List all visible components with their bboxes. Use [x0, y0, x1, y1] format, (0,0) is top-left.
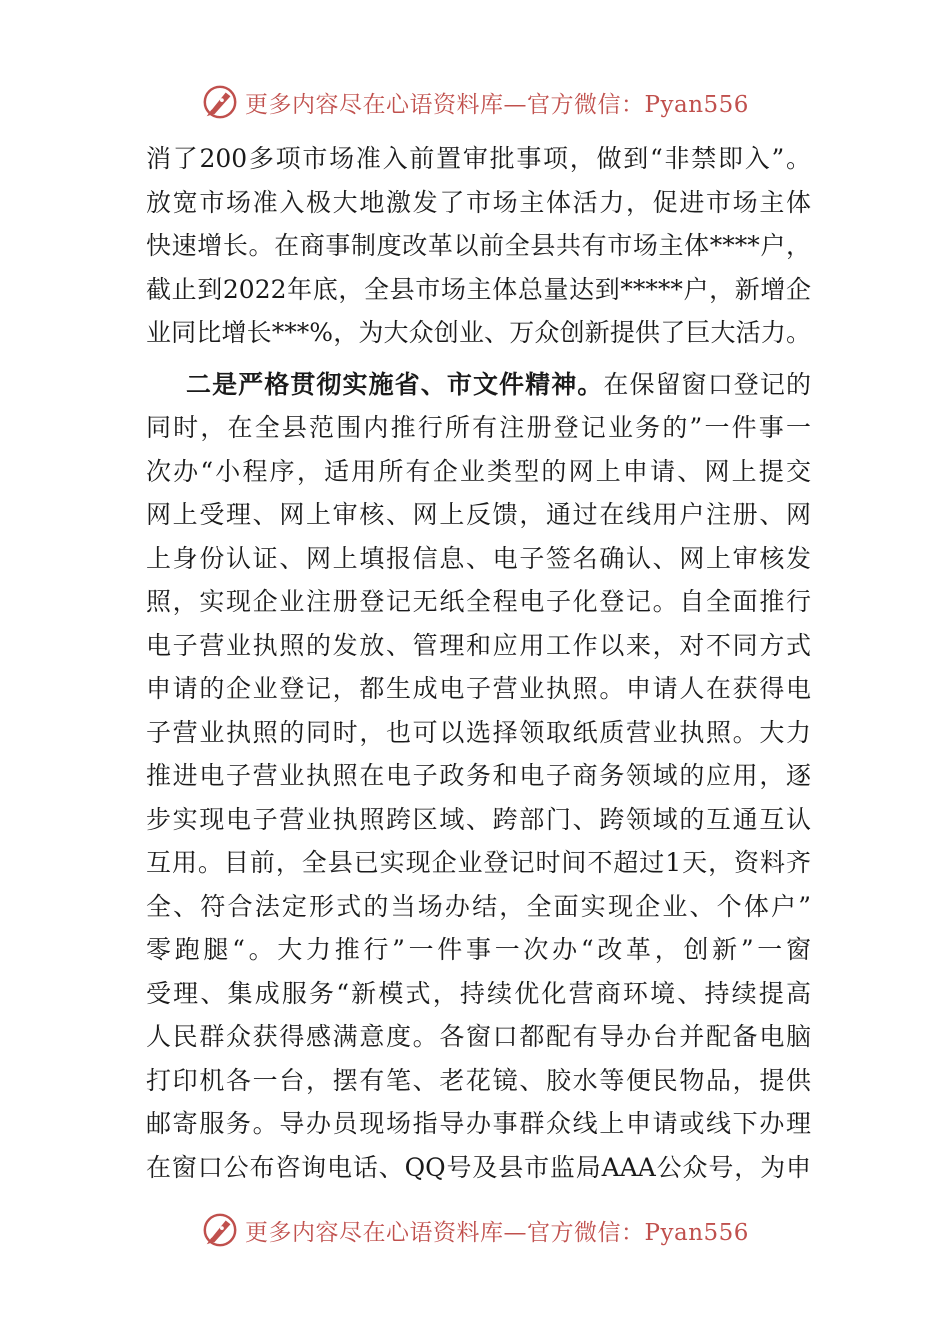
text-line: 在窗口公布咨询电话、QQ号及县市监局AAA公众号，为申 — [146, 1152, 811, 1182]
paragraph-heading: 二是严格贯彻实施省、市文件精神。 — [186, 369, 604, 399]
text-line: 人民群众获得感满意度。各窗口都配有导办台并配备电脑 — [146, 1022, 811, 1051]
text-segment: 在保留窗口登记的 — [603, 369, 811, 399]
text-line: 全、符合法定形式的当场办结，全面实现企业、个体户” — [146, 891, 811, 921]
document-body — [146, 137, 811, 1189]
text-line: 业同比增长***%，为大众创业、万众创新提供了巨大活力。 — [146, 318, 811, 347]
text-line: 快速增长。在商事制度改革以前全县共有市场主体****户， — [146, 231, 811, 260]
text-line: 消了200多项市场准入前置审批事项，做到“非禁即入”。 — [146, 144, 811, 173]
text-line: 步实现电子营业执照跨区域、跨部门、跨领域的互通互认 — [146, 804, 811, 834]
banner-text: 更多内容尽在心语资料库—官方微信：Pyan556 — [245, 1219, 749, 1246]
paragraph-1 — [146, 137, 811, 355]
paragraph-2 — [146, 363, 811, 1190]
text-line: 打印机各一台，摆有笔、老花镜、胶水等便民物品，提供 — [146, 1065, 811, 1095]
banner-text: 更多内容尽在心语资料库—官方微信：Pyan556 — [245, 91, 749, 118]
footer-banner — [0, 1208, 950, 1252]
text-line: 推进电子营业执照在电子政务和电子商务领域的应用，逐 — [146, 761, 811, 790]
text-line: 邮寄服务。导办员现场指导办事群众线上申请或线下办理 — [146, 1109, 811, 1138]
text-line: 放宽市场准入极大地激发了市场主体活力，促进市场主体 — [146, 187, 811, 217]
header-banner — [0, 80, 950, 124]
text-line: 子营业执照的同时，也可以选择领取纸质营业执照。大力 — [146, 717, 811, 747]
text-line: 次办“小程序，适用所有企业类型的网上申请、网上提交 — [146, 456, 811, 486]
pen-nib-circle-icon — [201, 83, 239, 121]
text-line: 同时，在全县范围内推行所有注册登记业务的”一件事一 — [146, 413, 811, 442]
text-line: 照，实现企业注册登记无纸全程电子化登记。自全面推行 — [146, 587, 811, 616]
text-line: 网上受理、网上审核、网上反馈，通过在线用户注册、网 — [146, 500, 811, 529]
text-line: 电子营业执照的发放、管理和应用工作以来，对不同方式 — [146, 630, 811, 660]
text-line: 互用。目前，全县已实现企业登记时间不超过1天，资料齐 — [146, 848, 811, 877]
pen-nib-circle-icon — [201, 1211, 239, 1249]
text-line: 上身份认证、网上填报信息、电子签名确认、网上审核发 — [146, 543, 811, 573]
paragraph-heading-line — [146, 363, 811, 407]
text-line: 申请的企业登记，都生成电子营业执照。申请人在获得电 — [146, 674, 811, 703]
text-line: 截止到2022年底，全县市场主体总量达到*****户，新增企 — [146, 274, 811, 304]
text-line: 零跑腿“。大力推行”一件事一次办“改革，创新”一窗 — [146, 935, 811, 964]
text-line: 受理、集成服务“新模式，持续优化营商环境、持续提高 — [146, 978, 811, 1008]
